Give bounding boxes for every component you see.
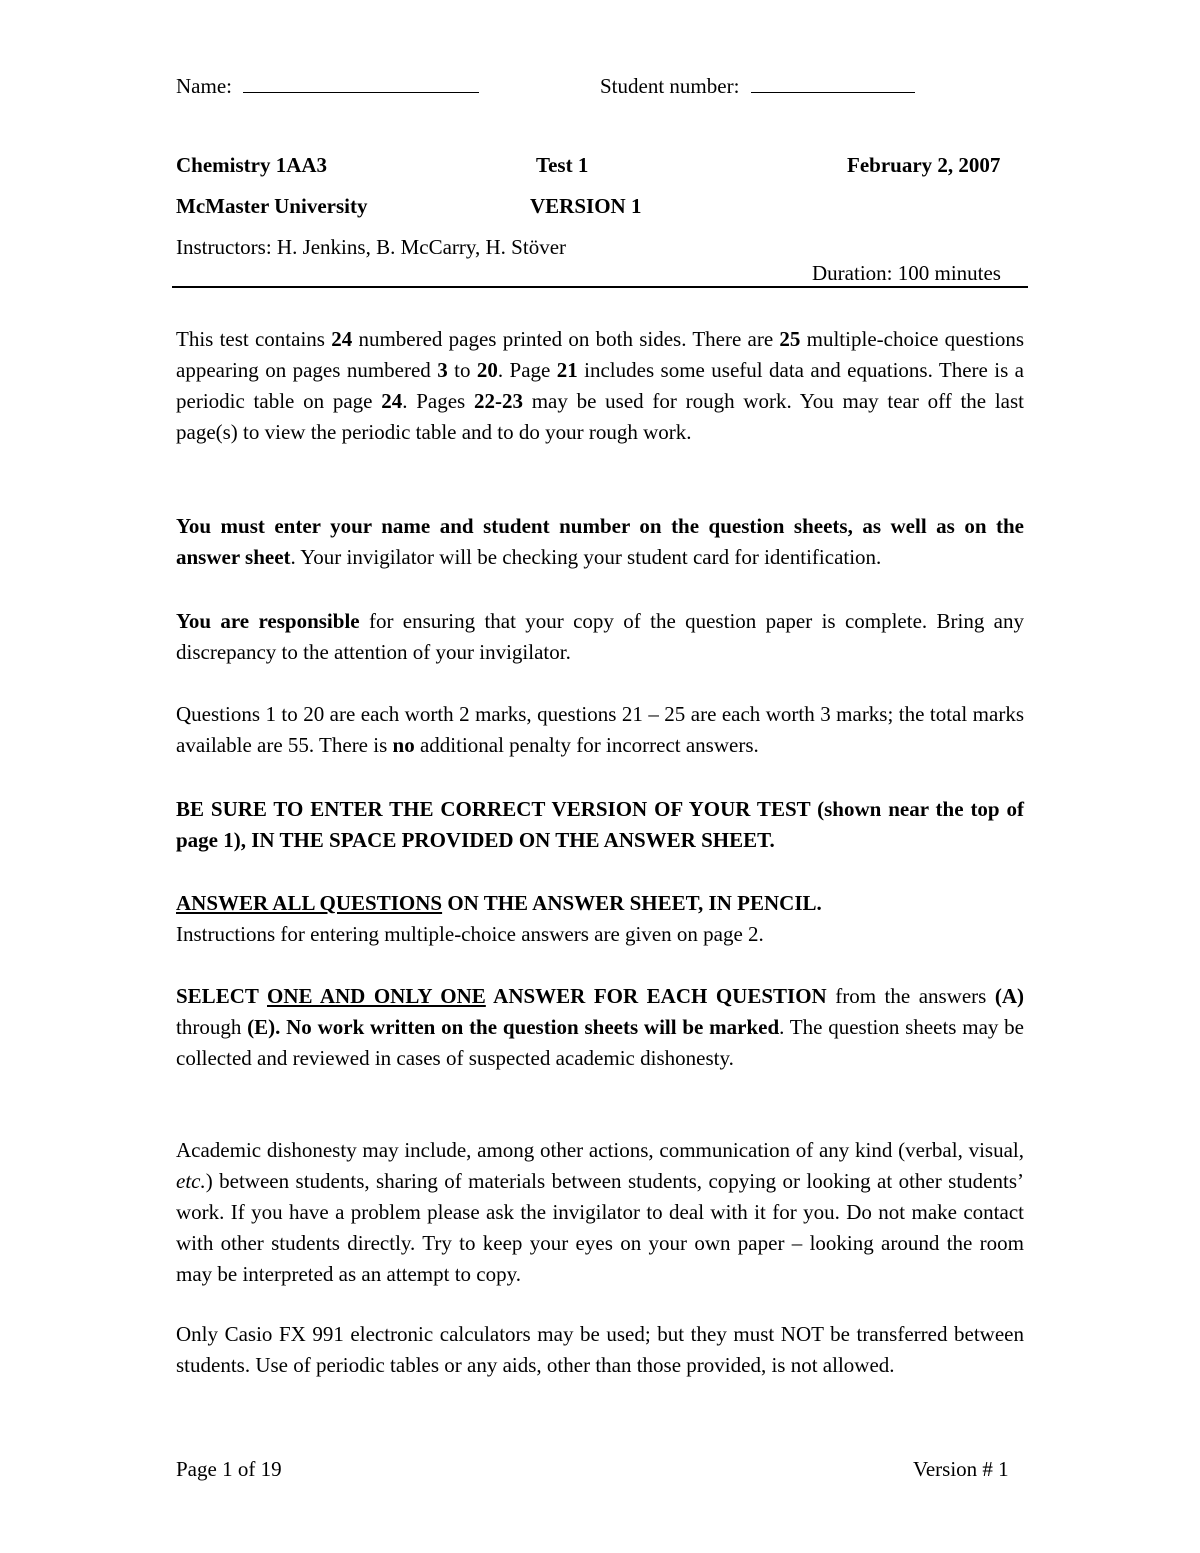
student-number-field[interactable] — [600, 72, 915, 99]
instructors: Instructors: H. Jenkins, B. McCarry, H. Stöver — [176, 235, 567, 259]
student-number-blank-line[interactable] — [751, 72, 915, 93]
instructions-paragraph-calculators: Only Casio FX 991 electronic calculators may be used; but they must NOT be transferred between students. Use of periodic tables or any aids, other than those provided, is not allowed. — [176, 1322, 1024, 1377]
test-date: February 2, 2007 — [847, 153, 1001, 177]
instructions-paragraph-pages: This test contains 24 numbered pages printed on both sides. There are 25 multiple-choice questions appearing on pages numbered 3 to 20. Page 21 includes some useful data and equations. There is a periodic table on page 24. Pages 22-23 may be used for rough work. You may tear off the last page(s) to view the periodic table and to do your rough work. — [176, 327, 1024, 444]
student-number-label: Student number: — [600, 74, 740, 98]
instructions-paragraph-answer-sheet: ANSWER ALL QUESTIONS ON THE ANSWER SHEET, IN PENCIL. Instructions for entering multiple-choice answers are given on page 2. — [176, 891, 822, 946]
instructions-paragraph-academic-dishonesty: Academic dishonesty may include, among other actions, communication of any kind (verbal, visual, etc.) between students, sharing of materials between students, copying or looking at other students’ work. If you have a problem please ask the invigilator to deal with it for you. Do not make contact with other students directly. Try to keep your eyes on your own paper – looking around the room may be interpreted as an attempt to copy. — [176, 1138, 1024, 1286]
version-label: VERSION 1 — [530, 194, 642, 218]
course-code: Chemistry 1AA3 — [176, 153, 328, 177]
instructions-paragraph-version-warning: BE SURE TO ENTER THE CORRECT VERSION OF YOUR TEST (shown near the top of page 1), IN THE SPACE PROVIDED ON THE ANSWER SHEET. — [176, 797, 1024, 852]
test-title: Test 1 — [536, 153, 589, 177]
name-blank-line[interactable] — [243, 72, 479, 93]
instructions-paragraph-select-one: SELECT ONE AND ONLY ONE ANSWER FOR EACH QUESTION from the answers (A) through (E). No work written on the question sheets will be marked. The question sheets may be collected and reviewed in cases of suspected academic dishonesty. — [176, 984, 1025, 1070]
instructions-paragraph-identification: You must enter your name and student number on the question sheets, as well as on the answer sheet. Your invigilator will be checking your student card for identification. — [176, 514, 1024, 569]
name-label: Name: — [176, 74, 232, 98]
name-field[interactable] — [176, 72, 479, 99]
page-number: Page 1 of 19 — [176, 1457, 282, 1481]
university-name: McMaster University — [176, 194, 368, 218]
instructions-paragraph-marks: Questions 1 to 20 are each worth 2 marks, questions 21 – 25 are each worth 3 marks; the total marks available are 55. There is no additional penalty for incorrect answers. — [176, 702, 1024, 757]
header-divider — [172, 286, 1028, 288]
instructions-paragraph-responsibility: You are responsible for ensuring that your copy of the question paper is complete. Bring any discrepancy to the attention of your invigilator. — [176, 609, 1024, 664]
duration: Duration: 100 minutes — [812, 261, 1001, 285]
version-footer: Version # 1 — [913, 1457, 1009, 1481]
